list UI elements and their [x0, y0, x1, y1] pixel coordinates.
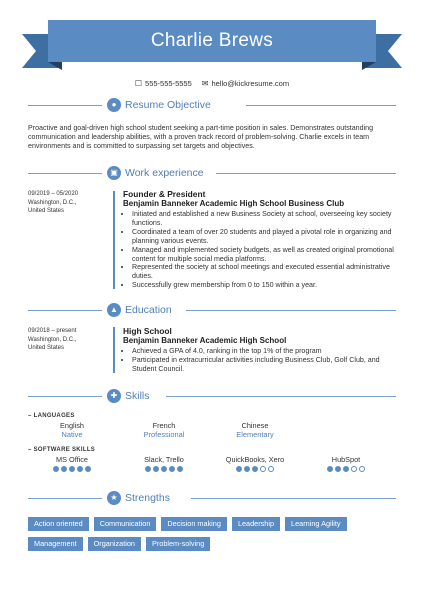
ribbon-main	[48, 20, 376, 62]
entry-bullets	[123, 347, 397, 374]
envelope-icon: ✉	[201, 79, 209, 88]
software-name: HubSpot	[331, 455, 361, 464]
rating-dot-filled	[244, 466, 250, 472]
divider	[216, 173, 396, 174]
bullet-item: • Coordinated a team of over 20 students and played a pivotal role in organizing and planning various events.	[132, 228, 397, 246]
strength-tag: Leadership	[232, 517, 280, 531]
rating-dot-empty	[260, 466, 266, 472]
email-address: hello@kickresume.com	[211, 79, 290, 88]
entry-role: Founder & President	[123, 189, 206, 199]
entry-bullets	[123, 210, 397, 290]
entry-location: Washington, D.C.,	[28, 336, 77, 343]
rating-dot-filled	[77, 466, 83, 472]
strength-tags	[28, 517, 398, 551]
divider	[28, 105, 102, 106]
divider	[28, 396, 102, 397]
entry-organization: Benjamin Banneker Academic High School Business Club	[123, 199, 345, 208]
strength-tag: Management	[28, 537, 83, 551]
rating-dot-filled	[145, 466, 151, 472]
language-level: Elementary	[236, 430, 274, 439]
section-title: Work experience	[125, 167, 204, 179]
rating-dot-filled	[161, 466, 167, 472]
divider	[186, 310, 396, 311]
objective-text: Proactive and goal-driven high school student seeking a part-time position in sales. Demonstrates outstanding communication and leadership abilities, with a proven track record of problem-solving. Charlie excels in team environments and is committed to surpassing set targets and objectives.	[28, 124, 374, 151]
language-level: Professional	[143, 430, 185, 439]
rating-dot-filled	[53, 466, 59, 472]
rating-dot-filled	[85, 466, 91, 472]
contact-line	[0, 79, 424, 88]
software-item	[32, 455, 112, 472]
section-header-strengths	[28, 491, 396, 505]
bullet-item: • Participated in extracurricular activities including Business Club, Golf Club, and Student Council.	[132, 356, 397, 374]
rating-dot-filled	[177, 466, 183, 472]
section-header-education	[28, 303, 396, 317]
work-entry-meta	[28, 190, 108, 216]
section-title: Resume Objective	[125, 99, 211, 111]
phone	[135, 79, 192, 88]
work-entry	[123, 189, 397, 290]
software-item	[306, 455, 386, 472]
rating-dot-filled	[343, 466, 349, 472]
software-item	[215, 455, 295, 472]
rating-dot-filled	[69, 466, 75, 472]
bullet-item: • Managed and implemented society budgets, as well as created original promotional content for multiple social media platforms.	[132, 246, 397, 264]
email	[202, 79, 289, 88]
entry-dates: 09/2018 – present	[28, 328, 77, 334]
rating-dot-filled	[335, 466, 341, 472]
star-icon: ★	[107, 491, 121, 505]
divider	[28, 310, 102, 311]
strength-tag: Learning Agility	[285, 517, 347, 531]
entry-dates: 09/2019 – 05/2020	[28, 191, 79, 197]
entry-accent-bar	[113, 191, 115, 289]
entry-role: High School	[123, 326, 172, 336]
rating-dot-filled	[153, 466, 159, 472]
bullet-item: • Initiated and established a new Business Society at school, overseeing key society functions.	[132, 210, 397, 228]
rating-dots	[32, 466, 112, 472]
header-ribbon	[22, 20, 402, 70]
rating-dots	[215, 466, 295, 472]
language-name: French	[152, 421, 176, 430]
language-name: Chinese	[241, 421, 269, 430]
software-skills-label: – SOFTWARE SKILLS	[28, 447, 96, 453]
rating-dot-filled	[61, 466, 67, 472]
divider	[166, 396, 396, 397]
language-item	[215, 421, 295, 439]
software-name: MS Office	[56, 455, 88, 464]
phone-icon: ☐	[134, 79, 143, 88]
software-name: Slack, Trello	[144, 455, 184, 464]
divider	[28, 498, 102, 499]
section-header-objective	[28, 98, 396, 112]
divider	[191, 498, 396, 499]
software-name: QuickBooks, Xero	[225, 455, 285, 464]
graduation-cap-icon: ▲	[107, 303, 121, 317]
rating-dot-filled	[169, 466, 175, 472]
strength-tag: Decision making	[161, 517, 227, 531]
language-name: English	[60, 421, 84, 430]
rating-dot-empty	[351, 466, 357, 472]
phone-number: 555-555-5555	[145, 79, 192, 88]
rating-dot-filled	[252, 466, 258, 472]
candidate-name: Charlie Brews	[150, 30, 274, 51]
strength-tag: Communication	[94, 517, 157, 531]
entry-location: Washington, D.C.,	[28, 199, 77, 206]
section-header-work	[28, 166, 396, 180]
language-item	[32, 421, 112, 439]
user-icon: ●	[107, 98, 121, 112]
entry-accent-bar	[113, 327, 115, 373]
rating-dot-filled	[236, 466, 242, 472]
rating-dots	[124, 466, 204, 472]
puzzle-icon: ✚	[107, 389, 121, 403]
section-title: Skills	[125, 390, 150, 402]
languages-label: – LANGUAGES	[28, 413, 75, 419]
section-title: Education	[125, 304, 172, 316]
section-header-skills	[28, 389, 396, 403]
section-title: Strengths	[125, 492, 170, 504]
software-item	[124, 455, 204, 472]
language-level: Native	[61, 430, 83, 439]
entry-organization: Benjamin Banneker Academic High School	[123, 336, 287, 345]
briefcase-icon: ▣	[107, 166, 121, 180]
bullet-item: • Successfully grew membership from 0 to 150 within a year.	[132, 281, 397, 290]
rating-dots	[306, 466, 386, 472]
strength-tag: Organization	[88, 537, 141, 551]
strength-tag: Problem-solving	[146, 537, 210, 551]
strength-tag: Action oriented	[28, 517, 89, 531]
language-item	[124, 421, 204, 439]
divider	[28, 173, 102, 174]
rating-dot-empty	[268, 466, 274, 472]
entry-country: United States	[28, 345, 65, 352]
rating-dot-empty	[359, 466, 365, 472]
bullet-item: • Represented the society at school meetings and executed essential administrative duties.	[132, 263, 397, 281]
entry-country: United States	[28, 208, 65, 215]
education-entry	[123, 326, 397, 374]
rating-dot-filled	[327, 466, 333, 472]
education-entry-meta	[28, 327, 108, 353]
bullet-item: • Achieved a GPA of 4.0, ranking in the top 1% of the program	[132, 347, 397, 356]
divider	[246, 105, 396, 106]
